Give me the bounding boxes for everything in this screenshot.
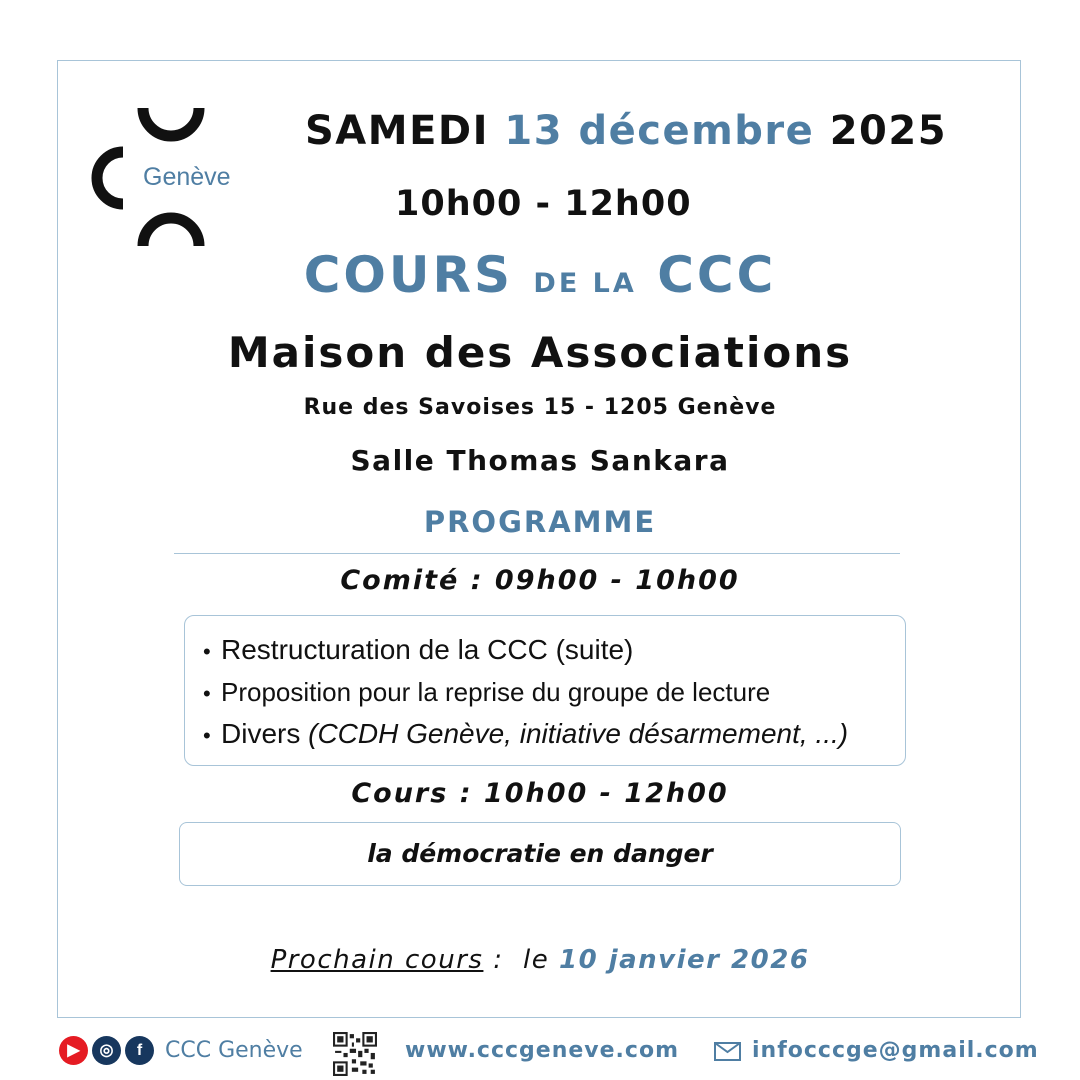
qr-code-icon <box>333 1032 377 1076</box>
venue-address: Rue des Savoises 15 - 1205 Genève <box>303 395 777 420</box>
event-year: 2025 <box>829 108 948 154</box>
programme-divider <box>174 553 900 554</box>
agenda-item-note: (CCDH Genève, initiative désarmement, ...) <box>308 718 849 749</box>
title-cours: COURS <box>303 246 513 304</box>
venue-name: Maison des Associations <box>227 328 853 377</box>
instagram-icon[interactable]: ◎ <box>92 1036 121 1065</box>
youtube-icon[interactable]: ▶ <box>59 1036 88 1065</box>
comite-time: Comité : 09h00 - 10h00 <box>340 565 740 596</box>
event-date <box>305 108 947 154</box>
social-label: CCC Genève <box>165 1038 303 1063</box>
website-link[interactable]: www.cccgeneve.com <box>405 1038 679 1063</box>
event-time: 10h00 - 12h00 <box>395 184 692 224</box>
programme-heading: PROGRAMME <box>423 505 657 539</box>
agenda-item: • Divers (CCDH Genève, initiative désarmement, ...) <box>203 714 905 756</box>
event-day: SAMEDI <box>305 108 489 154</box>
title-ccc: CCC <box>657 246 777 304</box>
facebook-icon[interactable]: f <box>125 1036 154 1065</box>
event-day-month: 13 décembre <box>504 108 815 154</box>
mail-icon <box>714 1042 741 1061</box>
cours-topic: la démocratie en danger <box>179 822 901 886</box>
bullet-icon: • <box>203 681 211 706</box>
comite-agenda-box <box>184 615 906 766</box>
bullet-icon: • <box>203 723 211 748</box>
email-link[interactable]: infocccge@gmail.com <box>752 1038 1039 1063</box>
next-course-label: Prochain cours <box>270 945 484 975</box>
next-course-sep: : le <box>483 945 559 975</box>
footer <box>0 1032 1080 1072</box>
title-de-la: DE LA <box>533 268 637 299</box>
logo-text: Genève <box>143 163 231 191</box>
venue-room: Salle Thomas Sankara <box>350 444 730 477</box>
agenda-item: • Restructuration de la CCC (suite) <box>203 630 905 672</box>
bullet-icon: • <box>203 639 211 664</box>
cours-time: Cours : 10h00 - 12h00 <box>351 778 729 809</box>
next-course-date: 10 janvier 2026 <box>558 945 810 975</box>
page-title <box>0 246 1080 304</box>
next-course <box>0 945 1080 975</box>
agenda-item: • Proposition pour la reprise du groupe de lecture <box>203 672 905 714</box>
